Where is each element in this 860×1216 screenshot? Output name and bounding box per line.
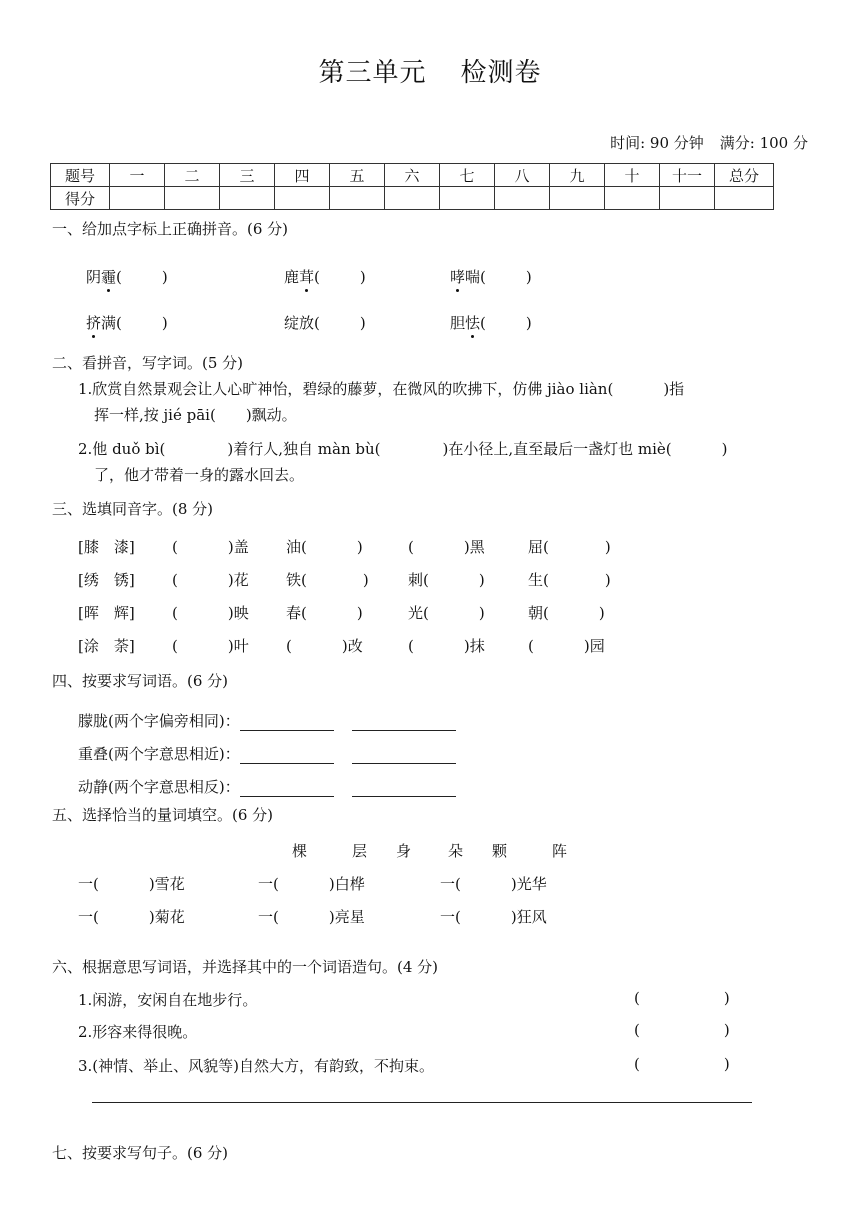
s2-q2-text-d: ) <box>721 440 728 458</box>
s5-option-5: 颗 <box>492 842 508 860</box>
s1-item-2-dot-char: 茸 <box>299 268 315 286</box>
s5-option-6: 阵 <box>552 842 568 860</box>
s6-sentence-answer-line[interactable] <box>92 1102 752 1103</box>
paren-close: ) <box>723 1021 730 1039</box>
s4-item-1 <box>78 710 456 731</box>
s4-answer-line[interactable] <box>240 749 334 764</box>
section-2-heading: 二、看拼音，写字词。(5 分) <box>52 354 244 372</box>
s3-row-2-a <box>172 569 249 590</box>
s5-prefix: 一( <box>78 875 99 893</box>
s5-row-1-c <box>440 873 547 894</box>
col-9: 九 <box>550 164 605 187</box>
s3-word: )抹 <box>463 637 485 655</box>
s3-word: 屈( <box>528 538 549 556</box>
s1-item-6-close: ) <box>525 314 532 332</box>
s1-item-3 <box>450 266 532 287</box>
score-table-header-label: 题号 <box>51 164 110 187</box>
s3-word: 铁( <box>286 571 307 589</box>
s2-q1-line2 <box>94 404 297 425</box>
s2-q1-line1 <box>78 378 684 399</box>
s5-noun: )雪花 <box>148 875 185 893</box>
col-10: 十 <box>605 164 660 187</box>
s4-answer-line[interactable] <box>352 716 456 731</box>
s5-option-3: 身 <box>396 842 412 860</box>
s4-answer-line[interactable] <box>240 716 334 731</box>
s1-item-4-open: 满( <box>101 314 122 332</box>
s6-item-3: 3.(神情、举止、风貌等)自然大方，有韵致，不拘束。 <box>78 1057 435 1075</box>
s2-q2-line2: 了，他才带着一身的露水回去。 <box>94 466 305 484</box>
score-cell[interactable] <box>495 187 550 210</box>
s3-row-2-label: [绣 锈] <box>78 571 135 589</box>
s4-item-1-label: 朦胧(两个字偏旁相同)： <box>78 712 240 730</box>
s2-q2-line1 <box>78 438 728 459</box>
s3-word: )园 <box>583 637 605 655</box>
section-1-heading: 一、给加点字标上正确拼音。(6 分) <box>52 220 289 238</box>
s3-row-2-c <box>408 569 485 590</box>
paren-close: ) <box>478 604 485 622</box>
s3-row-4-b <box>286 635 363 656</box>
paren-open: ( <box>172 604 178 622</box>
s3-row-4-label: [涂 荼] <box>78 637 135 655</box>
s6-item-1: 1.闲游，安闲自在地步行。 <box>78 991 258 1009</box>
col-7: 七 <box>440 164 495 187</box>
paren-close: ) <box>356 538 363 556</box>
s1-item-3-close: ) <box>525 268 532 286</box>
s5-noun: )白桦 <box>328 875 365 893</box>
paren-close: ) <box>478 571 485 589</box>
score-cell[interactable] <box>385 187 440 210</box>
title-part2: 检测卷 <box>460 58 542 88</box>
s5-prefix: 一( <box>258 875 279 893</box>
s3-row-2-d <box>528 569 611 590</box>
time-limit: 时间: 90 分钟 <box>610 134 704 152</box>
s3-word: 生( <box>528 571 549 589</box>
col-total: 总分 <box>715 164 774 187</box>
s1-item-2-pre: 鹿 <box>284 268 300 286</box>
score-cell-total[interactable] <box>715 187 774 210</box>
s3-row-3-d <box>528 602 605 623</box>
s2-q1-text-b: )指 <box>663 380 685 398</box>
s5-prefix: 一( <box>78 908 99 926</box>
s3-row-3-label: [晖 辉] <box>78 604 135 622</box>
s3-word: 朝( <box>528 604 549 622</box>
score-table-score-label: 得分 <box>51 187 110 210</box>
s3-word: )黑 <box>463 538 485 556</box>
s5-option-2: 层 <box>352 842 368 860</box>
paren-close: ) <box>723 989 730 1007</box>
s1-item-1 <box>86 266 168 287</box>
score-table <box>50 163 774 210</box>
s2-q1-text-d: )飘动。 <box>245 406 297 424</box>
s5-row-1-a <box>78 873 185 894</box>
s2-q1-text-c: 挥一样,按 jié pāi( <box>94 406 216 424</box>
s2-q2-text-b: )着行人,独自 màn bù( <box>227 440 381 458</box>
paren-close: ) <box>598 604 605 622</box>
page-title <box>0 52 860 89</box>
score-cell[interactable] <box>110 187 165 210</box>
s5-row-2-a <box>78 906 185 927</box>
col-3: 三 <box>220 164 275 187</box>
paren-open: ( <box>408 637 414 655</box>
s4-item-3 <box>78 776 456 797</box>
s1-item-1-dot-char: 霾 <box>101 268 117 286</box>
s4-answer-line[interactable] <box>352 782 456 797</box>
score-table-header-row <box>51 164 774 187</box>
s4-answer-line[interactable] <box>352 749 456 764</box>
s5-noun: )菊花 <box>148 908 185 926</box>
s3-row-1-c <box>408 536 485 557</box>
paren-open: ( <box>528 637 534 655</box>
s5-option-4: 朵 <box>448 842 464 860</box>
s3-row-3-a <box>172 602 249 623</box>
section-3-heading: 三、选填同音字。(8 分) <box>52 500 214 518</box>
s3-word: )映 <box>227 604 249 622</box>
s5-row-1-b <box>258 873 365 894</box>
s1-item-6-open: ( <box>480 314 486 332</box>
paren-open: ( <box>172 538 178 556</box>
s3-word: )叶 <box>227 637 249 655</box>
section-4-heading: 四、按要求写词语。(6 分) <box>52 672 229 690</box>
s5-row-2-c <box>440 906 547 927</box>
s4-item-2 <box>78 743 456 764</box>
s3-word: )改 <box>341 637 363 655</box>
s3-row-3-c <box>408 602 485 623</box>
paren-close: ) <box>723 1055 730 1073</box>
s3-row-1-d <box>528 536 611 557</box>
s3-row-4-a <box>172 635 249 656</box>
s3-row-1-b <box>286 536 363 557</box>
s1-item-5-pre: 绽放( <box>284 314 320 332</box>
s3-row-3-b <box>286 602 363 623</box>
paren-close: ) <box>604 538 611 556</box>
s1-item-3-dot-char: 哮 <box>450 268 466 286</box>
s3-word: )花 <box>227 571 249 589</box>
s1-item-3-open: 喘( <box>465 268 486 286</box>
paren-open: ( <box>286 637 292 655</box>
score-table-score-row <box>51 187 774 210</box>
score-cell[interactable] <box>165 187 220 210</box>
col-8: 八 <box>495 164 550 187</box>
s1-item-1-open: ( <box>116 268 122 286</box>
score-cell[interactable] <box>605 187 660 210</box>
s4-item-2-label: 重叠(两个字意思相近)： <box>78 745 240 763</box>
s5-row-2-b <box>258 906 365 927</box>
title-part1: 第三单元 <box>318 58 427 88</box>
s5-noun: )狂风 <box>510 908 547 926</box>
s3-row-1-a <box>172 536 249 557</box>
paren-open: ( <box>408 538 414 556</box>
s3-row-2-b <box>286 569 369 590</box>
paren-open: ( <box>172 571 178 589</box>
s3-word: )盖 <box>227 538 249 556</box>
time-info <box>610 132 808 153</box>
s1-item-2-close: ) <box>359 268 366 286</box>
s4-answer-line[interactable] <box>240 782 334 797</box>
score-cell[interactable] <box>440 187 495 210</box>
s1-item-6-dot-char: 怯 <box>465 314 481 332</box>
s1-item-6 <box>450 312 532 333</box>
s3-word: 光( <box>408 604 429 622</box>
s3-row-1-label: [膝 漆] <box>78 538 135 556</box>
s6-item-2: 2.形容来得很晚。 <box>78 1023 198 1041</box>
s1-item-4 <box>86 312 168 333</box>
s1-item-2 <box>284 266 366 287</box>
s3-word: 春( <box>286 604 307 622</box>
s1-item-5 <box>284 312 366 333</box>
score-cell[interactable] <box>330 187 385 210</box>
s3-row-4-d <box>528 635 605 656</box>
s5-prefix: 一( <box>440 875 461 893</box>
s5-noun: )亮星 <box>328 908 365 926</box>
s1-item-5-close: ) <box>359 314 366 332</box>
col-2: 二 <box>165 164 220 187</box>
score-cell[interactable] <box>275 187 330 210</box>
s6-item-1-answer <box>634 989 730 1007</box>
score-cell[interactable] <box>220 187 275 210</box>
s5-prefix: 一( <box>440 908 461 926</box>
paren-open: ( <box>634 1021 640 1039</box>
s3-word: 刺( <box>408 571 429 589</box>
col-1: 一 <box>110 164 165 187</box>
paren-open: ( <box>634 1055 640 1073</box>
paren-open: ( <box>634 989 640 1007</box>
s2-q2-text-a: 2.他 duǒ bì( <box>78 440 166 458</box>
s5-prefix: 一( <box>258 908 279 926</box>
paren-open: ( <box>172 637 178 655</box>
score-cell[interactable] <box>550 187 605 210</box>
s3-row-4-c <box>408 635 485 656</box>
s1-item-1-close: ) <box>161 268 168 286</box>
col-4: 四 <box>275 164 330 187</box>
section-6-heading: 六、根据意思写词语，并选择其中的一个词语造句。(4 分) <box>52 958 439 976</box>
s5-noun: )光华 <box>510 875 547 893</box>
col-5: 五 <box>330 164 385 187</box>
s2-q1-text-a: 1.欣赏自然景观会让人心旷神怡，碧绿的藤萝，在微风的吹拂下，仿佛 jiào liàn( <box>78 380 614 398</box>
s1-item-4-close: ) <box>161 314 168 332</box>
paren-close: ) <box>362 571 369 589</box>
s1-item-1-pre: 阴 <box>86 268 102 286</box>
section-5-heading: 五、选择恰当的量词填空。(6 分) <box>52 806 274 824</box>
s5-option-1: 棵 <box>292 842 308 860</box>
s3-word: 油( <box>286 538 307 556</box>
col-11: 十一 <box>660 164 715 187</box>
score-cell[interactable] <box>660 187 715 210</box>
s1-item-4-dot-char: 挤 <box>86 314 102 332</box>
paren-close: ) <box>604 571 611 589</box>
paren-close: ) <box>356 604 363 622</box>
section-7-heading: 七、按要求写句子。(6 分) <box>52 1144 229 1162</box>
s2-q2-text-c: )在小径上,直至最后一盏灯也 miè( <box>442 440 672 458</box>
s6-item-2-answer <box>634 1021 730 1039</box>
s6-item-3-answer <box>634 1055 730 1073</box>
full-score: 满分: 100 分 <box>719 134 808 152</box>
col-6: 六 <box>385 164 440 187</box>
s4-item-3-label: 动静(两个字意思相反)： <box>78 778 240 796</box>
s1-item-2-open: ( <box>314 268 320 286</box>
s1-item-6-pre: 胆 <box>450 314 466 332</box>
